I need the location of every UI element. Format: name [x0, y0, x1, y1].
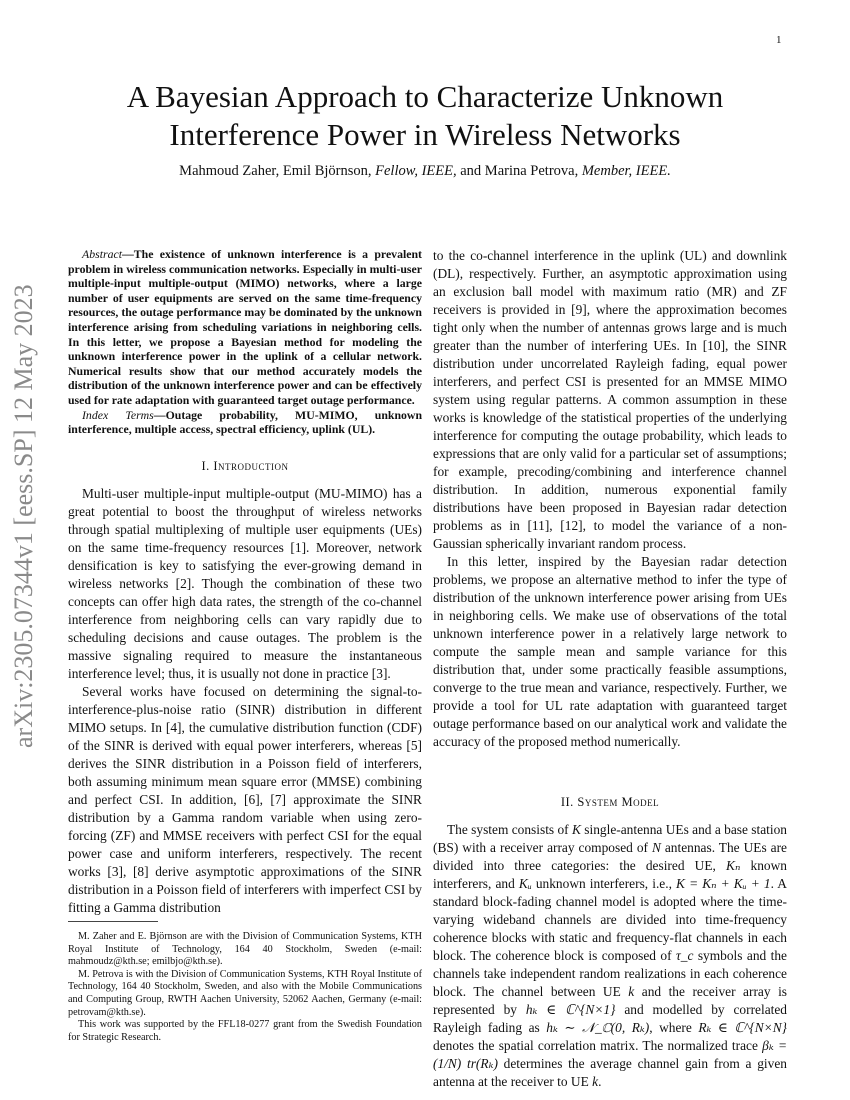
left-column: [68, 247, 422, 917]
footnote-1: M. Zaher and E. Björnson are with the Division of Communication Systems, KTH Royal Institute of Technology, 164 40 Stockholm, Sweden (e-mail: mahmoudz@kth.se; emilbjo@kth.se).: [68, 931, 422, 968]
abstract: [68, 247, 422, 408]
author-role-2: Member, IEEE.: [581, 163, 671, 179]
sm-math: hₖ ∼ 𝒩_ℂ(0, Rₖ): [546, 1020, 650, 1035]
author-role-1: Fellow, IEEE,: [375, 163, 457, 179]
footnotes: [68, 925, 422, 1044]
author-names-1: Mahmoud Zaher, Emil Björnson,: [179, 163, 376, 179]
sm-math: Kₙ: [726, 858, 741, 873]
intro-paragraph-1: Multi-user multiple-input multiple-output (MU-MIMO) has a great potential to boost the throughput of wireless networks through spatial multiplexing of multiple user equipments (UEs) on the same time-frequency resources [1]. Moreover, network densification is key to satisfying the ever-growing demand in wireless networks [2]. Though the combination of these two concepts can offer high data rates, the strength of the co-channel interference from neighboring cells can vary rapidly due to scheduling decisions and cause outages. The problem is the massive signaling required to measure the instantaneous interference level; thus, it is usually not done in practice [3].: [68, 485, 422, 681]
sm-math: N: [651, 840, 661, 855]
sm-math: Rₖ ∈ ℂ^{N×N}: [698, 1020, 787, 1035]
sm-text: . A standard block-fading channel model is adopted where the time-varying wideband channels are divided into time-frequency coherence blocks with static and frequency-flat channels in each block. The coherence block is composed of: [433, 876, 787, 963]
sm-text: .: [598, 1074, 602, 1089]
sm-text: and modelled by correlated Rayleigh fading as: [433, 1002, 788, 1035]
intro-paragraph-3: to the co-channel interference in the uplink (UL) and downlink (DL), respectively. Further, an asymptotic approximation using an exclusion ball model with maximum ratio (MR) and ZF receivers is provided in [9], where the approximation becomes tight only when the number of antennas grows large and is much greater than the number of interfering UEs. In [10], the SINR distribution under uncorrelated Rayleigh fading, equal power interferers, and perfect CSI is presented for an MMSE MIMO system using regular patterns. A common assumption in these works is knowledge of the statistical properties of the underlying interference for computing the outage probability, which leads to expressions that are only valid for a particular set of assumptions; for example, precoding/combining and interference channel distribution. In addition, numerous exponential family distributions have been proposed in Bayesian radar detection problems as in [11], [12], to model the variance of a non-Gaussian spherically invariant random process.: [433, 248, 787, 551]
section-heading-system-model: II. System Model: [560, 795, 660, 809]
author-list: [60, 163, 790, 180]
sm-text: unknown interferers, i.e.,: [531, 876, 677, 891]
sm-math: K: [572, 822, 581, 837]
sm-text: and the receiver array is represented by: [433, 984, 787, 1017]
abstract-label: Abstract: [82, 247, 122, 261]
footnote-2: M. Petrova is with the Division of Communication Systems, KTH Royal Institute of Technology, 164 40 Stockholm, Sweden, and also with the Mobile Communications and Computing Group, RWTH Aachen University, 52062 Aachen, Germany (e-mail: petrovam@kth.se).: [68, 968, 422, 1018]
paper-title: A Bayesian Approach to Characterize Unknown Interference Power in Wireless Networks: [126, 79, 724, 152]
footnote-3: This work was supported by the FFL18-0277 grant from the Swedish Foundation for Strategic Research.: [68, 1019, 422, 1043]
index-terms-text: —Outage probability, MU-MIMO, unknown interference, multiple access, spectral efficiency, uplink (UL).: [68, 407, 423, 437]
index-terms: [68, 408, 422, 437]
sm-text: determines the average channel gain from a given antenna at the receiver to UE: [433, 1056, 787, 1089]
sm-math: τ_c: [675, 948, 694, 963]
sm-math: k: [628, 984, 635, 999]
sm-text: The system consists of: [447, 822, 572, 837]
sm-math: hₖ ∈ ℂ^{N×1}: [525, 1002, 616, 1017]
arxiv-stamp: arXiv:2305.07344v1 [eess.SP] 12 May 2023: [9, 284, 38, 748]
section-heading-introduction: I. Introduction: [201, 458, 289, 473]
sm-text: , where: [649, 1020, 699, 1035]
intro-paragraph-2: Several works have focused on determining the signal-to-interference-plus-noise ratio (SINR) distribution in different MIMO setups. In [4], the cumulative distribution function (CDF) of the SINR is derived with equal power interferers, whereas [5] derives the SINR distribution in a Poisson field of interferers, both assuming minimum mean square error (MMSE) combining and perfect CSI. In addition, [6], [7] approximate the SINR distribution by a Gamma random variable when using zero-forcing (ZF) and MMSE receivers with perfect CSI for the equal power case and uniform interferers, respectively. The recent works [3], [8] derive asymptotic approximations of the SINR distribution in a Poisson field of interferers with imperfect CSI by fitting a Gamma distribution: [68, 683, 422, 915]
sm-math: k: [592, 1074, 599, 1089]
author-names-2: and Marina Petrova,: [456, 163, 582, 179]
sm-text: known interferers, and: [433, 858, 787, 891]
page-number: 1: [776, 34, 782, 46]
intro-paragraph-4: In this letter, inspired by the Bayesian radar detection problems, we propose an alternative method to infer the type of distribution of the unknown interference power arising from UEs in neighboring cells. We make use of observations of the total unknown interference power in a relatively large network to compute the sample mean and sample variance for this distribution that, under some practically feasible assumptions, converge to the true mean and variance, respectively. Further, we provide a tool for UL rate adaptation with guaranteed target outage performance based on our analytical work and validate the accuracy of the proposed method numerically.: [433, 554, 787, 749]
index-terms-label: Index Terms: [82, 407, 154, 422]
system-model-paragraph: [433, 821, 787, 1091]
sm-text: antennas. The UEs are divided into three categories: the desired UE,: [433, 840, 787, 873]
sm-text: denotes the spatial correlation matrix. The normalized trace: [433, 1038, 763, 1053]
sm-math: βₖ = (1/N) tr(Rₖ): [433, 1038, 787, 1071]
right-column: [433, 247, 787, 1091]
sm-text: symbols and the channels take independent random realizations in each coherence block. The channel between UE: [433, 948, 788, 999]
footnote-rule: [68, 921, 158, 922]
sm-math: Kᵤ: [518, 876, 532, 891]
abstract-text: —The existence of unknown interference is a prevalent problem in wireless communication networks. Especially in multi-user multiple-input multiple-output (MIMO) networks, where a large number of user equipments are served on the same time-frequency resources, the outage performance may be dominated by the unknown interference arising from scheduling variations in neighboring cells. In this letter, we propose a Bayesian method for modeling the unknown interference power in the uplink of a cellular network. Numerical results show that our method accurately models the distribution of the unknown interference power and can be effectively used for rate adaptation with guaranteed target outage performance.: [68, 247, 422, 407]
sm-text: single-antenna UEs and a base station (BS) with a receiver array composed of: [433, 822, 787, 855]
sm-math: K = Kₙ + Kᵤ + 1: [676, 876, 771, 891]
